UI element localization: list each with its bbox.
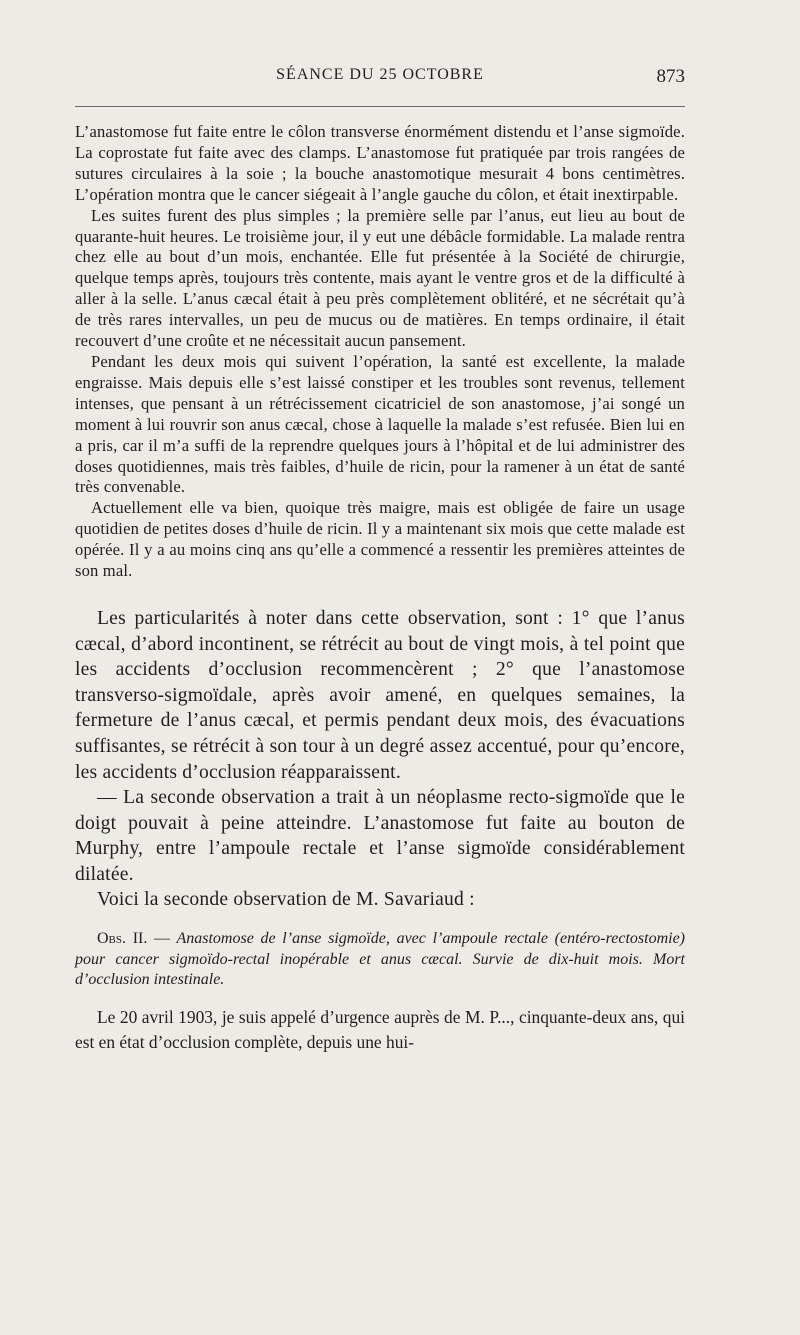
running-title: SÉANCE DU 25 OCTOBRE	[276, 66, 484, 83]
paragraph: Pendant les deux mois qui suivent l’opération, la santé est excellente, la malade engraisse. Mais depuis elle s’est laissé constiper et les troubles sont revenus, tellement intenses, que pensant à un rétrécissement cicatriciel de son anastomose, j’ai songé un moment à lui rouvrir son anus cæcal, chose à laquelle la malade s’est refusée. Bien lui en a pris, car il m’a suffi de la reprendre quelques jours à l’hôpital et de lui administrer des doses quotidiennes, mais très faibles, d’huile de ricin, pour la ramener à un état de santé très convenable.	[75, 351, 685, 497]
paragraph: — La seconde observation a trait à un néoplasme recto-sigmoïde que le doigt pouvait à peine atteindre. L’anastomose fut faite au bouton de Murphy, entre l’ampoule rectale et l’anse sigmoïde considérablement dilatée.	[75, 787, 685, 885]
observation-label: Obs. II. —	[97, 930, 171, 948]
large-type-section	[75, 606, 685, 913]
observation-heading	[75, 929, 685, 991]
paragraph: Les suites furent des plus simples ; la première selle par l’anus, eut lieu au bout de quarante-huit heures. Le troisième jour, il y eut une débâcle formidable. La malade rentra chez elle au bout d’un mois, enchantée. Elle fut présentée à la Société de chirurgie, quelque temps après, toujours très contente, mais ayant le ventre gros et de la difficulté à aller à la selle. L’anus cæcal était à peu près complètement oblitéré, et ne sécrétait qu’à de très rares intervalles, un peu de mucus ou de matières. En temps ordinaire, il était recouvert d’une croûte et ne nécessitait aucun pansement.	[75, 205, 685, 351]
final-section	[75, 1005, 685, 1055]
small-type-section	[75, 122, 685, 582]
observation-title: Anastomose de l’anse sigmoïde, avec l’ampoule rectale (entéro-rectostomie) pour cancer sigmoïdo-rectal inopérable et anus cæcal. Survie de dix-huit mois. Mort d’occlusion intestinale.	[75, 930, 685, 989]
paragraph: Voici la seconde observation de M. Savariaud :	[97, 889, 475, 911]
paragraph: Actuellement elle va bien, quoique très maigre, mais est obligée de faire un usage quotidien de petites doses d’huile de ricin. Il y a maintenant six mois que cette malade est opérée. Il y a au moins cinq ans qu’elle a commencé a ressentir les premières atteintes de son mal.	[75, 498, 685, 581]
page-number: 873	[656, 66, 685, 87]
page-body	[75, 122, 685, 1055]
paragraph: Les particularités à noter dans cette observation, sont : 1° que l’anus cæcal, d’abord incontinent, se rétrécit au bout de vingt mois, à tel point que les accidents d’occlusion recommencèrent ; 2° que l’anastomose transverso-sigmoïdale, après avoir amené, en quelques semaines, la fermeture de l’anus cæcal, et permis pendant deux mois, des évacuations suffisantes, se rétrécit à son tour à un degré assez accentué, pour qu’encore, les accidents d’occlusion réapparaissent.	[75, 607, 685, 783]
page-header	[75, 66, 685, 90]
paragraph: L’anastomose fut faite entre le côlon transverse énormément distendu et l’anse sigmoïde. La coprostate fut faite avec des clamps. L’anastomose fut pratiquée par trois rangées de sutures circulaires à la soie ; la bouche anastomotique mesurait 4 bons centimètres. L’opération montra que le cancer siégeait à l’angle gauche du côlon, et était inextirpable.	[75, 122, 685, 204]
header-rule	[75, 106, 685, 107]
paragraph: Le 20 avril 1903, je suis appelé d’urgence auprès de M. P..., cinquante-deux ans, qui est en état d’occlusion complète, depuis une hui-	[75, 1006, 685, 1052]
